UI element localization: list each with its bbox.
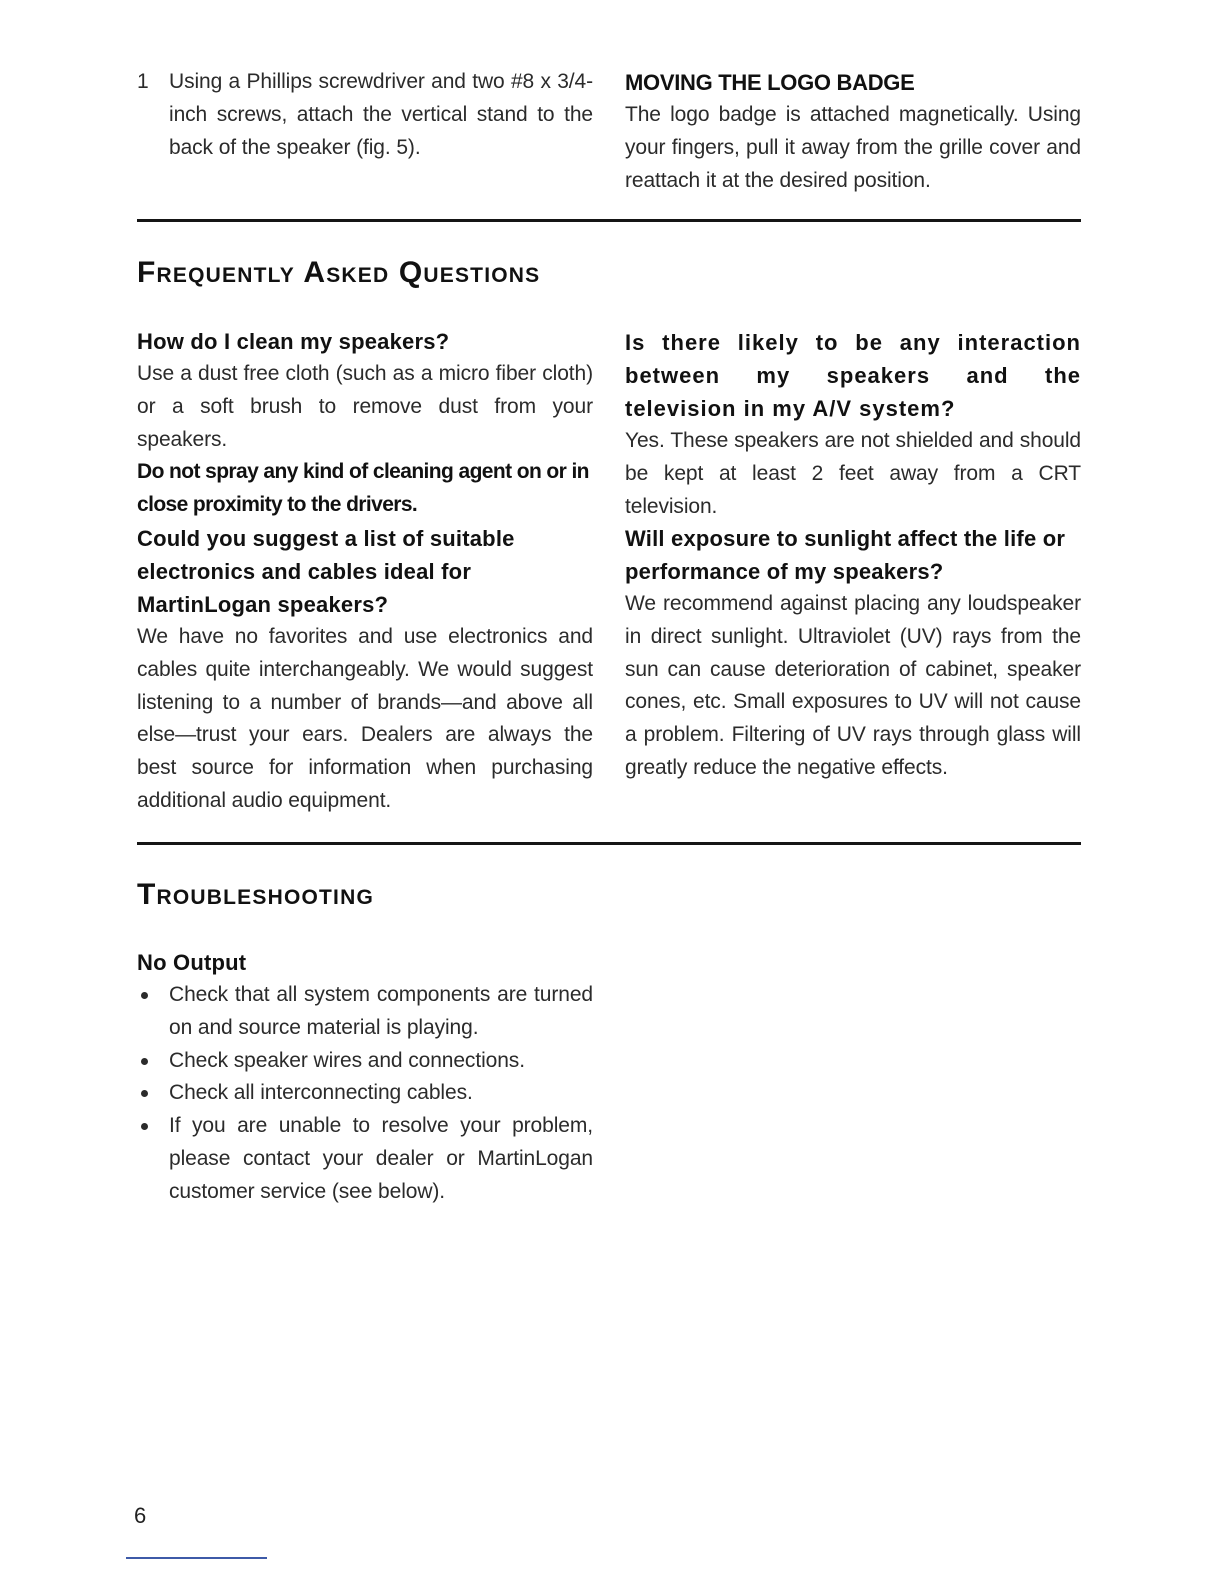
troubleshooting-list <box>137 979 593 1209</box>
faq-question: Could you suggest a list of suitable electronics and cables ideal for MartinLogan speakers? <box>137 526 515 617</box>
faq-answer: Use a dust free cloth (such as a micro fiber cloth) or a soft brush to remove dust from your speakers. <box>137 362 593 451</box>
list-item: If you are unable to resolve your problem, please contact your dealer or MartinLogan customer service (see below). <box>137 1110 593 1208</box>
faq-question: Will exposure to sunlight affect the life or performance of my speakers? <box>625 526 1066 584</box>
faq-item-interaction <box>625 326 1081 523</box>
section-divider <box>137 842 1081 845</box>
logo-badge-heading: MOVING THE LOGO BADGE <box>625 70 915 95</box>
faq-item-electronics <box>137 522 593 818</box>
faq-question: Is there likely to be any interaction between my speakers and the television in my A/V system? <box>625 330 1081 421</box>
bullet-icon <box>141 1123 148 1130</box>
faq-question: How do I clean my speakers? <box>137 329 450 354</box>
troubleshooting-subheading: No Output <box>137 950 247 975</box>
logo-badge-section <box>625 66 1081 197</box>
list-item: Check all interconnecting cables. <box>137 1077 593 1110</box>
install-step <box>137 66 593 164</box>
faq-answer: We have no favorites and use electronics and cables quite interchangeably. We would suggest listening to a number of brands—and above all else—trust your ears. Dealers are always the best source for information when purchasing additional audio equipment. <box>137 625 593 812</box>
troubleshooting-section <box>137 946 593 1209</box>
section-divider <box>137 219 1081 222</box>
list-item: Check that all system components are turned on and source material is playing. <box>137 979 593 1045</box>
bullet-icon <box>141 1058 148 1065</box>
footer-line <box>126 1557 267 1559</box>
logo-badge-text: The logo badge is attached magnetically. Using your fingers, pull it away from the grille cover and reattach it at the desired position. <box>625 103 1081 192</box>
faq-title: Frequently Asked Questions <box>137 256 541 289</box>
faq-answer: Yes. These speakers are not shielded and should be kept at least 2 feet away from a CRT television. <box>625 429 1081 518</box>
step-number: 1 <box>137 70 149 93</box>
faq-item-sunlight <box>625 522 1081 785</box>
troubleshooting-title: Troubleshooting <box>137 878 374 911</box>
faq-item-cleaning <box>137 325 593 522</box>
faq-answer: We recommend against placing any loudspeaker in direct sunlight. Ultraviolet (UV) rays from the sun can cause deterioration of cabinet, speaker cones, etc. Small exposures to UV will not cause a problem. Filtering of UV rays through glass will greatly reduce the negative effects. <box>625 592 1081 779</box>
faq-warning: Do not spray any kind of cleaning agent on or in close proximity to the drivers. <box>137 460 589 517</box>
list-item: Check speaker wires and connections. <box>137 1045 593 1078</box>
page-number: 6 <box>134 1503 147 1528</box>
step-text: Using a Phillips screwdriver and two #8 x 3/4-inch screws, attach the vertical stand to the back of the speaker (fig. 5). <box>169 70 593 159</box>
bullet-icon <box>141 1090 148 1097</box>
bullet-icon <box>141 992 148 999</box>
